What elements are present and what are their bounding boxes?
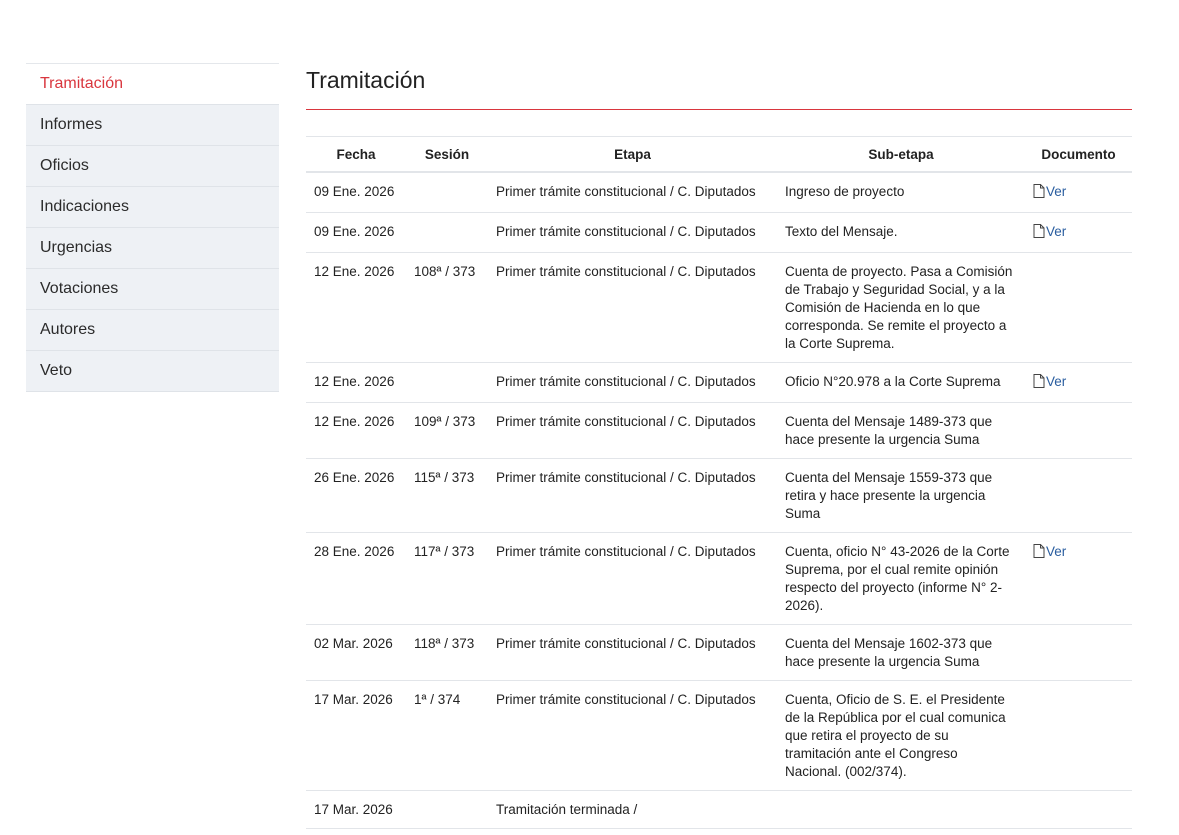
table-row xyxy=(306,625,1132,681)
cell-fecha: 09 Ene. 2026 xyxy=(306,172,406,213)
ver-document-link[interactable] xyxy=(1033,374,1066,389)
cell-sesion: 108ª / 373 xyxy=(406,253,488,363)
table-body xyxy=(306,172,1132,829)
cell-sesion xyxy=(406,172,488,213)
cell-etapa: Primer trámite constitucional / C. Diputados xyxy=(488,459,777,533)
ver-link-label: Ver xyxy=(1046,224,1067,239)
cell-fecha: 17 Mar. 2026 xyxy=(306,791,406,829)
cell-etapa: Primer trámite constitucional / C. Diputados xyxy=(488,253,777,363)
cell-fecha: 09 Ene. 2026 xyxy=(306,213,406,253)
tramitacion-table xyxy=(306,136,1132,829)
cell-subetapa: Cuenta, Oficio de S. E. el Presidente de la República por el cual comunica que retira el proyecto de su tramitación ante el Congreso Nacional. (002/374). xyxy=(777,681,1025,791)
cell-documento xyxy=(1025,213,1132,253)
table-row xyxy=(306,459,1132,533)
cell-documento xyxy=(1025,533,1132,625)
main-content xyxy=(306,62,1132,829)
cell-etapa: Tramitación terminada / xyxy=(488,791,777,829)
document-icon xyxy=(1033,184,1045,203)
cell-fecha: 12 Ene. 2026 xyxy=(306,363,406,403)
table-row xyxy=(306,172,1132,213)
cell-documento xyxy=(1025,363,1132,403)
cell-documento xyxy=(1025,253,1132,363)
cell-documento xyxy=(1025,459,1132,533)
column-header-etapa[interactable]: Etapa xyxy=(488,137,777,173)
sidebar-item-autores[interactable]: Autores xyxy=(26,310,279,351)
sidebar-nav xyxy=(26,63,279,392)
sidebar-item-indicaciones[interactable]: Indicaciones xyxy=(26,187,279,228)
cell-subetapa: Cuenta del Mensaje 1602-373 que hace presente la urgencia Suma xyxy=(777,625,1025,681)
cell-subetapa xyxy=(777,791,1025,829)
table-row xyxy=(306,533,1132,625)
cell-fecha: 28 Ene. 2026 xyxy=(306,533,406,625)
cell-subetapa: Oficio N°20.978 a la Corte Suprema xyxy=(777,363,1025,403)
ver-document-link[interactable] xyxy=(1033,184,1066,199)
cell-sesion xyxy=(406,363,488,403)
cell-fecha: 02 Mar. 2026 xyxy=(306,625,406,681)
table-row xyxy=(306,363,1132,403)
cell-etapa: Primer trámite constitucional / C. Diputados xyxy=(488,681,777,791)
table-header xyxy=(306,137,1132,173)
sidebar-item-oficios[interactable]: Oficios xyxy=(26,146,279,187)
ver-link-label: Ver xyxy=(1046,544,1067,559)
cell-subetapa: Texto del Mensaje. xyxy=(777,213,1025,253)
page-title: Tramitación xyxy=(306,65,1132,110)
column-header-subetapa[interactable]: Sub-etapa xyxy=(777,137,1025,173)
cell-subetapa: Cuenta del Mensaje 1489-373 que hace presente la urgencia Suma xyxy=(777,403,1025,459)
cell-sesion xyxy=(406,213,488,253)
table-row xyxy=(306,403,1132,459)
cell-documento xyxy=(1025,791,1132,829)
table-row xyxy=(306,253,1132,363)
column-header-sesion[interactable]: Sesión xyxy=(406,137,488,173)
cell-documento xyxy=(1025,403,1132,459)
cell-fecha: 12 Ene. 2026 xyxy=(306,253,406,363)
cell-etapa: Primer trámite constitucional / C. Diputados xyxy=(488,533,777,625)
document-icon xyxy=(1033,374,1045,393)
sidebar-item-votaciones[interactable]: Votaciones xyxy=(26,269,279,310)
cell-documento xyxy=(1025,681,1132,791)
cell-subetapa: Cuenta del Mensaje 1559-373 que retira y hace presente la urgencia Suma xyxy=(777,459,1025,533)
cell-sesion: 115ª / 373 xyxy=(406,459,488,533)
sidebar-item-informes[interactable]: Informes xyxy=(26,105,279,146)
table-row xyxy=(306,213,1132,253)
cell-etapa: Primer trámite constitucional / C. Diputados xyxy=(488,363,777,403)
column-header-documento[interactable]: Documento xyxy=(1025,137,1132,173)
ver-document-link[interactable] xyxy=(1033,224,1066,239)
table-row xyxy=(306,681,1132,791)
cell-sesion: 118ª / 373 xyxy=(406,625,488,681)
cell-sesion: 109ª / 373 xyxy=(406,403,488,459)
table-header-row xyxy=(306,137,1132,173)
cell-subetapa: Ingreso de proyecto xyxy=(777,172,1025,213)
cell-sesion: 1ª / 374 xyxy=(406,681,488,791)
cell-etapa: Primer trámite constitucional / C. Diputados xyxy=(488,625,777,681)
document-icon xyxy=(1033,544,1045,563)
cell-subetapa: Cuenta, oficio N° 43-2026 de la Corte Suprema, por el cual remite opinión respecto del proyecto (informe N° 2-2026). xyxy=(777,533,1025,625)
ver-document-link[interactable] xyxy=(1033,544,1066,559)
cell-fecha: 26 Ene. 2026 xyxy=(306,459,406,533)
cell-subetapa: Cuenta de proyecto. Pasa a Comisión de Trabajo y Seguridad Social, y a la Comisión de Hacienda en lo que corresponda. Se remite el proyecto a la Corte Suprema. xyxy=(777,253,1025,363)
table-row xyxy=(306,791,1132,829)
ver-link-label: Ver xyxy=(1046,184,1067,199)
sidebar-item-urgencias[interactable]: Urgencias xyxy=(26,228,279,269)
document-icon xyxy=(1033,224,1045,243)
cell-etapa: Primer trámite constitucional / C. Diputados xyxy=(488,403,777,459)
cell-sesion: 117ª / 373 xyxy=(406,533,488,625)
sidebar-item-veto[interactable]: Veto xyxy=(26,351,279,392)
cell-etapa: Primer trámite constitucional / C. Diputados xyxy=(488,172,777,213)
sidebar-item-tramitacion[interactable]: Tramitación xyxy=(26,64,279,105)
ver-link-label: Ver xyxy=(1046,374,1067,389)
cell-sesion xyxy=(406,791,488,829)
column-header-fecha[interactable]: Fecha xyxy=(306,137,406,173)
cell-fecha: 12 Ene. 2026 xyxy=(306,403,406,459)
cell-fecha: 17 Mar. 2026 xyxy=(306,681,406,791)
cell-etapa: Primer trámite constitucional / C. Diputados xyxy=(488,213,777,253)
cell-documento xyxy=(1025,625,1132,681)
cell-documento xyxy=(1025,172,1132,213)
